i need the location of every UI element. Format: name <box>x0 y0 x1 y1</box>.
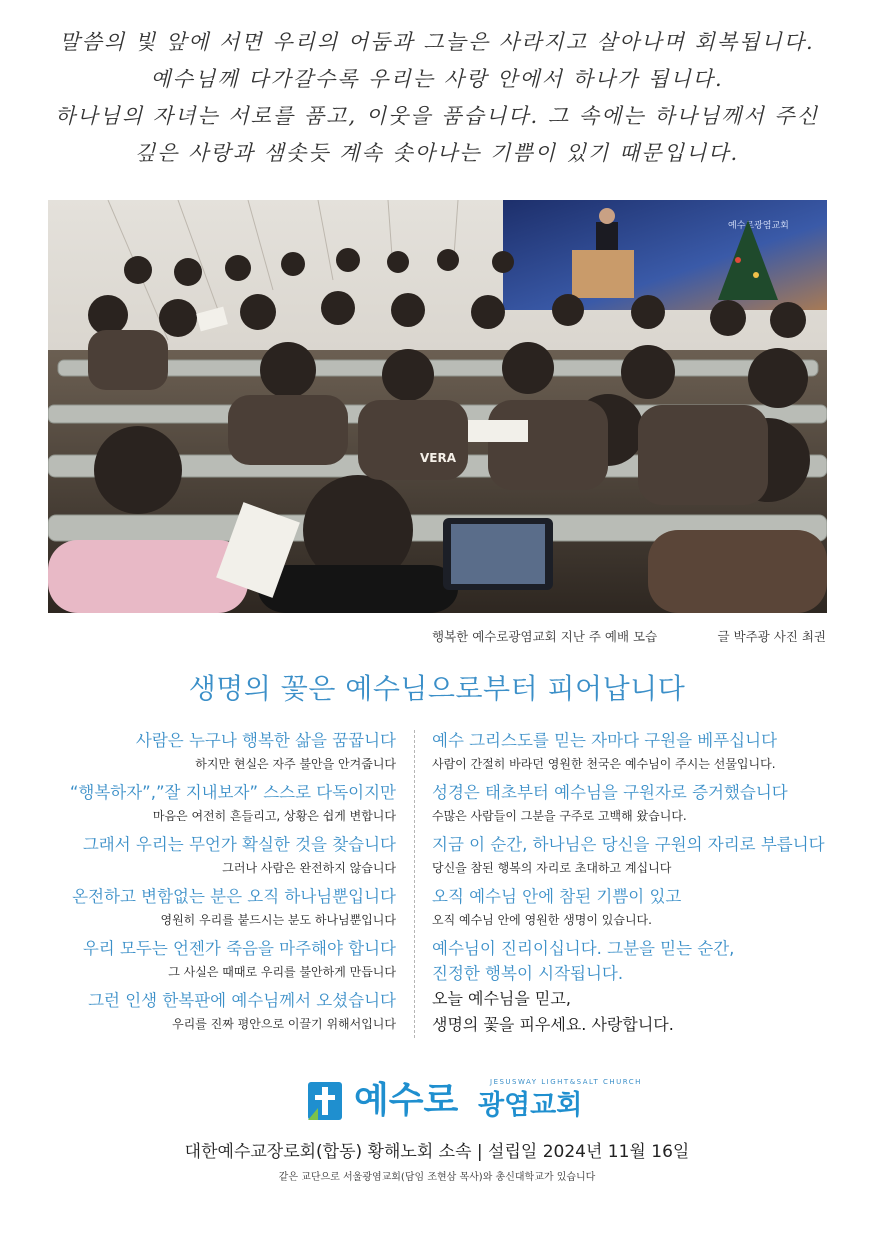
closing-blue-line: 진정한 행복이 시작됩니다. <box>432 964 624 983</box>
left-subtext: 마음은 여전히 흔들리고, 상황은 쉽게 변합니다 <box>152 809 396 823</box>
left-subtext: 하지만 현실은 자주 불안을 안겨줍니다 <box>195 757 396 771</box>
right-heading: 지금 이 순간, 하나님은 당신을 구원의 자리로 부릅니다 <box>432 835 825 854</box>
closing-line: 오늘 예수님을 믿고, <box>432 989 571 1008</box>
worship-photo <box>48 200 827 613</box>
left-subtext: 우리를 진짜 평안으로 이끌기 위해서입니다 <box>172 1017 396 1031</box>
poem-line: 말씀의 빛 앞에 서면 우리의 어둠과 그늘은 사라지고 살아나며 회복됩니다. <box>59 30 815 54</box>
right-subtext: 오직 예수님 안에 영원한 생명이 있습니다. <box>432 913 652 927</box>
left-pair <box>36 884 396 931</box>
left-column <box>36 728 396 1040</box>
left-heading: 그래서 우리는 무언가 확실한 것을 찾습니다 <box>82 835 396 854</box>
left-subtext: 영원히 우리를 붙드시는 분도 하나님뿐입니다 <box>160 913 396 927</box>
worship-scene-illustration <box>48 200 827 613</box>
headline: 생명의 꽃은 예수님으로부터 피어납니다 <box>188 672 686 705</box>
left-heading: “행복하자”,”잘 지내보자” 스스로 다독이지만 <box>69 783 396 802</box>
intro-poem <box>0 24 874 172</box>
right-column <box>432 728 832 1038</box>
right-subtext: 당신을 참된 행복의 자리로 초대하고 계십니다 <box>432 861 672 875</box>
cross-icon <box>308 1082 342 1120</box>
poem-line: 예수님께 다가갈수록 우리는 사랑 안에서 하나가 됩니다. <box>150 67 724 91</box>
left-heading: 온전하고 변함없는 분은 오직 하나님뿐입니다 <box>72 887 396 906</box>
right-pair <box>432 728 832 775</box>
left-pair <box>36 780 396 827</box>
shirt-text: VERA <box>420 451 457 465</box>
footer-note: 같은 교단으로 서울광염교회(담임 조현삼 목사)와 총신대학교가 있습니다 <box>278 1172 596 1183</box>
right-pair <box>432 832 832 879</box>
left-pair <box>36 832 396 879</box>
closing-line: 생명의 꽃을 피우세요. 사랑합니다. <box>432 1015 674 1034</box>
photo-credit: 글 박주광 사진 최권 <box>717 629 826 644</box>
church-logo <box>308 1078 642 1124</box>
right-pair <box>432 884 832 931</box>
right-subtext: 사람이 간절히 바라던 영원한 천국은 예수님이 주시는 선물입니다. <box>432 757 776 771</box>
logo-main-text: 예수로 <box>354 1080 459 1121</box>
logo-sub-text: 광염교회 <box>478 1090 583 1121</box>
left-heading: 우리 모두는 언젠가 죽음을 마주해야 합니다 <box>82 939 396 958</box>
footer-affiliation: 대한예수교장로회(합동) 황해노회 소속 | 설립일 2024년 11월 16일 <box>184 1142 690 1162</box>
right-heading: 성경은 태초부터 예수님을 구원자로 증거했습니다 <box>432 783 788 802</box>
closing-blue-line: 예수님이 진리이십니다. 그분을 믿는 순간, <box>432 939 735 958</box>
right-subtext: 수많은 사람들이 그분을 구주로 고백해 왔습니다. <box>432 809 687 823</box>
right-pair <box>432 780 832 827</box>
logo-english: JESUSWAY LIGHT&SALT CHURCH <box>490 1078 642 1086</box>
column-divider <box>414 730 415 1038</box>
screen-text: 예수로광염교회 <box>728 221 789 231</box>
left-pair <box>36 988 396 1035</box>
left-subtext: 그러나 사람은 완전하지 않습니다 <box>222 861 396 875</box>
right-heading: 예수 그리스도를 믿는 자마다 구원을 베푸십니다 <box>432 731 778 750</box>
photo-caption: 행복한 예수로광염교회 지난 주 예배 모습 <box>432 629 658 644</box>
left-subtext: 그 사실은 때때로 우리를 불안하게 만듭니다 <box>168 965 396 979</box>
right-heading: 오직 예수님 안에 참된 기쁨이 있고 <box>432 887 682 906</box>
poem-line: 하나님의 자녀는 서로를 품고, 이웃을 품습니다. 그 속에는 하나님께서 주신 <box>54 104 819 128</box>
left-pair <box>36 936 396 983</box>
poem-line: 깊은 사랑과 샘솟듯 계속 솟아나는 기쁨이 있기 때문입니다. <box>134 141 740 165</box>
left-heading: 사람은 누구나 행복한 삶을 꿈꿉니다 <box>135 731 396 750</box>
left-heading: 그런 인생 한복판에 예수님께서 오셨습니다 <box>88 991 396 1010</box>
left-pair <box>36 728 396 775</box>
